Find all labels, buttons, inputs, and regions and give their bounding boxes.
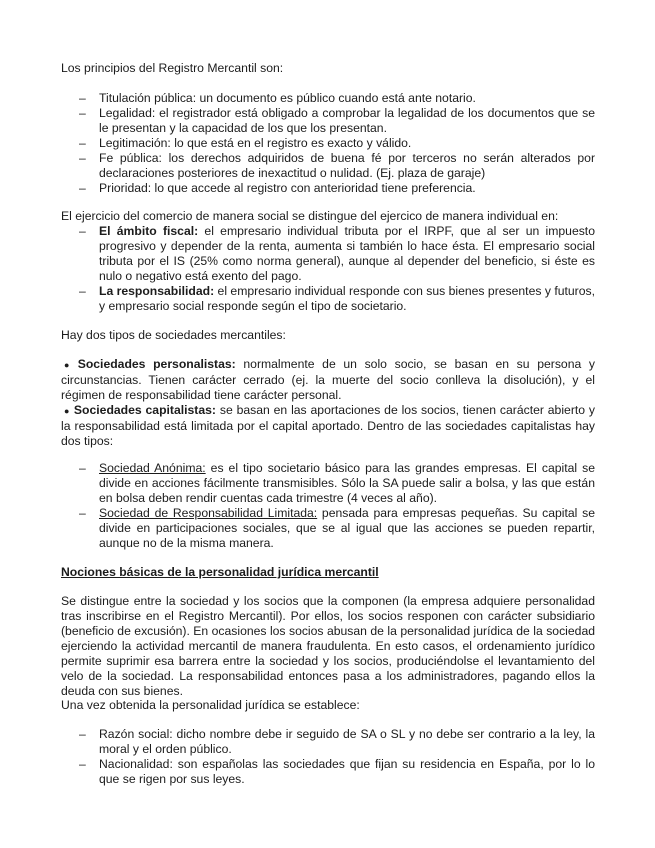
intro-diferencias: El ejercicio del comercio de manera social se distingue del ejercico de manera individual en: — [61, 209, 559, 223]
dash-marker: – — [79, 284, 86, 298]
dash-marker: – — [79, 106, 86, 120]
intro-tipos: Hay dos tipos de sociedades mercantiles: — [61, 328, 286, 342]
item-text: es el tipo societario básico para las grandes empresas. El capital se divide en acciones fácilmente transmisibles. Sólo la SA puede salir a bolsa, y las que están en bolsa deben rendir cuentas cada trimestre (4 veces al año). — [99, 461, 595, 505]
item-text: el empresario individual tributa por el IRPF, que al ser un impuesto progresivo y depender de la renta, aumenta si también lo hace ésta. El empresario social tributa por el IS (25% como norma general), aunque al depender del beneficio, si éste es nulo o negativo está exento del pago. — [99, 224, 595, 283]
dash-marker: – — [79, 757, 86, 771]
intro-principios: Los principios del Registro Mercantil son: — [61, 61, 284, 75]
bullet-marker: ● — [64, 406, 70, 416]
list-item — [61, 224, 595, 284]
list-item — [61, 106, 595, 136]
list-item — [61, 91, 595, 106]
item-text: Fe pública: los derechos adquiridos de buena fé por terceros no serán alterados por declaraciones posteriores de inexactitud o nulidad. (Ej. plaza de garaje) — [99, 151, 595, 180]
bullet-marker: ● — [64, 360, 74, 370]
term: Sociedad Anónima: — [99, 461, 206, 475]
list-item — [61, 284, 595, 314]
dash-marker: – — [79, 151, 86, 165]
section-heading: Nociones básicas de la personalidad jurídica mercantil — [61, 565, 379, 579]
dash-marker: – — [79, 181, 86, 195]
list-item — [61, 151, 595, 181]
item-text: Legitimación: lo que está en el registro es exacto y válido. — [99, 136, 412, 150]
list-item — [61, 357, 595, 403]
list-item — [61, 181, 595, 196]
term: La responsabilidad: — [99, 284, 215, 298]
dash-marker: – — [79, 91, 86, 105]
establece-list — [61, 727, 595, 787]
item-text: pensada para empresas pequeñas. Su capital se divide en participaciones sociales, que se al igual que las acciones se pueden repartir, aunque no de la misma manera. — [99, 506, 595, 550]
dash-marker: – — [79, 727, 86, 741]
dash-marker: – — [79, 224, 86, 238]
term: Sociedad de Responsabilidad Limitada: — [99, 506, 318, 520]
list-item — [61, 506, 595, 551]
tipos-list — [61, 357, 595, 449]
list-item — [61, 461, 595, 506]
dash-marker: – — [79, 136, 86, 150]
principios-list — [61, 91, 595, 196]
term: Sociedades personalistas: — [77, 357, 236, 371]
list-item — [61, 403, 595, 449]
item-text: Prioridad: lo que accede al registro con anterioridad tiene preferencia. — [99, 181, 476, 195]
paragraph-personalidad: Se distingue entre la sociedad y los socios que la componen (la empresa adquiere personalidad tras inscribirse en el Registro Mercantil). Por ellos, los socios responen con carácter subsidiario (beneficio de excusión). En ocasiones los socios abusan de la personalidad jurídica de la sociedad ejerciendo la actividad mercantil de manera fraudulenta. En esto casos, el ordenamiento jurídico permite suprimir esa barrera entre la sociedad y los socios, produciéndolse el levantamiento del velo de la sociedad. La responsabilidad entonces pasa a los administradores, pagando ellos la deuda con sus bienes. — [61, 594, 595, 698]
dash-marker: – — [79, 506, 86, 520]
item-text: se basan en las aportaciones de los socios, tienen carácter abierto y la responsabilidad está limitada por el capital aportado. Dentro de las sociedades capitalistas hay dos tipos: — [61, 403, 596, 448]
list-item — [61, 757, 595, 787]
term: El ámbito fiscal: — [99, 224, 199, 238]
item-text: Legalidad: el registrador está obligado a comprobar la legalidad de los documentos que se le presentan y la capacidad de los que los presentan. — [99, 106, 595, 135]
item-text: Razón social: dicho nombre debe ir seguido de SA o SL y no debe ser contrario a la ley, la moral y el orden público. — [99, 727, 595, 756]
capitalistas-list — [61, 461, 595, 551]
term: Sociedades capitalistas: — [73, 403, 216, 417]
item-text: normalmente de un solo socio, se basan en su persona y circunstancias. Tienen carácter cerrado (ej. la muerte del socio conlleva la disolución), y el régimen de responsabilidad tiene carácter personal. — [61, 357, 595, 402]
list-item — [61, 727, 595, 757]
list-item — [61, 136, 595, 151]
paragraph-establece: Una vez obtenida la personalidad jurídica se establece: — [61, 698, 360, 712]
item-text: Titulación pública: un documento es público cuando está ante notario. — [99, 91, 476, 105]
item-text: Nacionalidad: son españolas las sociedades que fijan su residencia en España, por lo lo que se rigen por sus leyes. — [99, 757, 595, 786]
diferencias-list — [61, 224, 595, 314]
item-text: el empresario individual responde con sus bienes presentes y futuros, y empresario social responde según el tipo de societario. — [99, 284, 595, 313]
dash-marker: – — [79, 461, 86, 475]
